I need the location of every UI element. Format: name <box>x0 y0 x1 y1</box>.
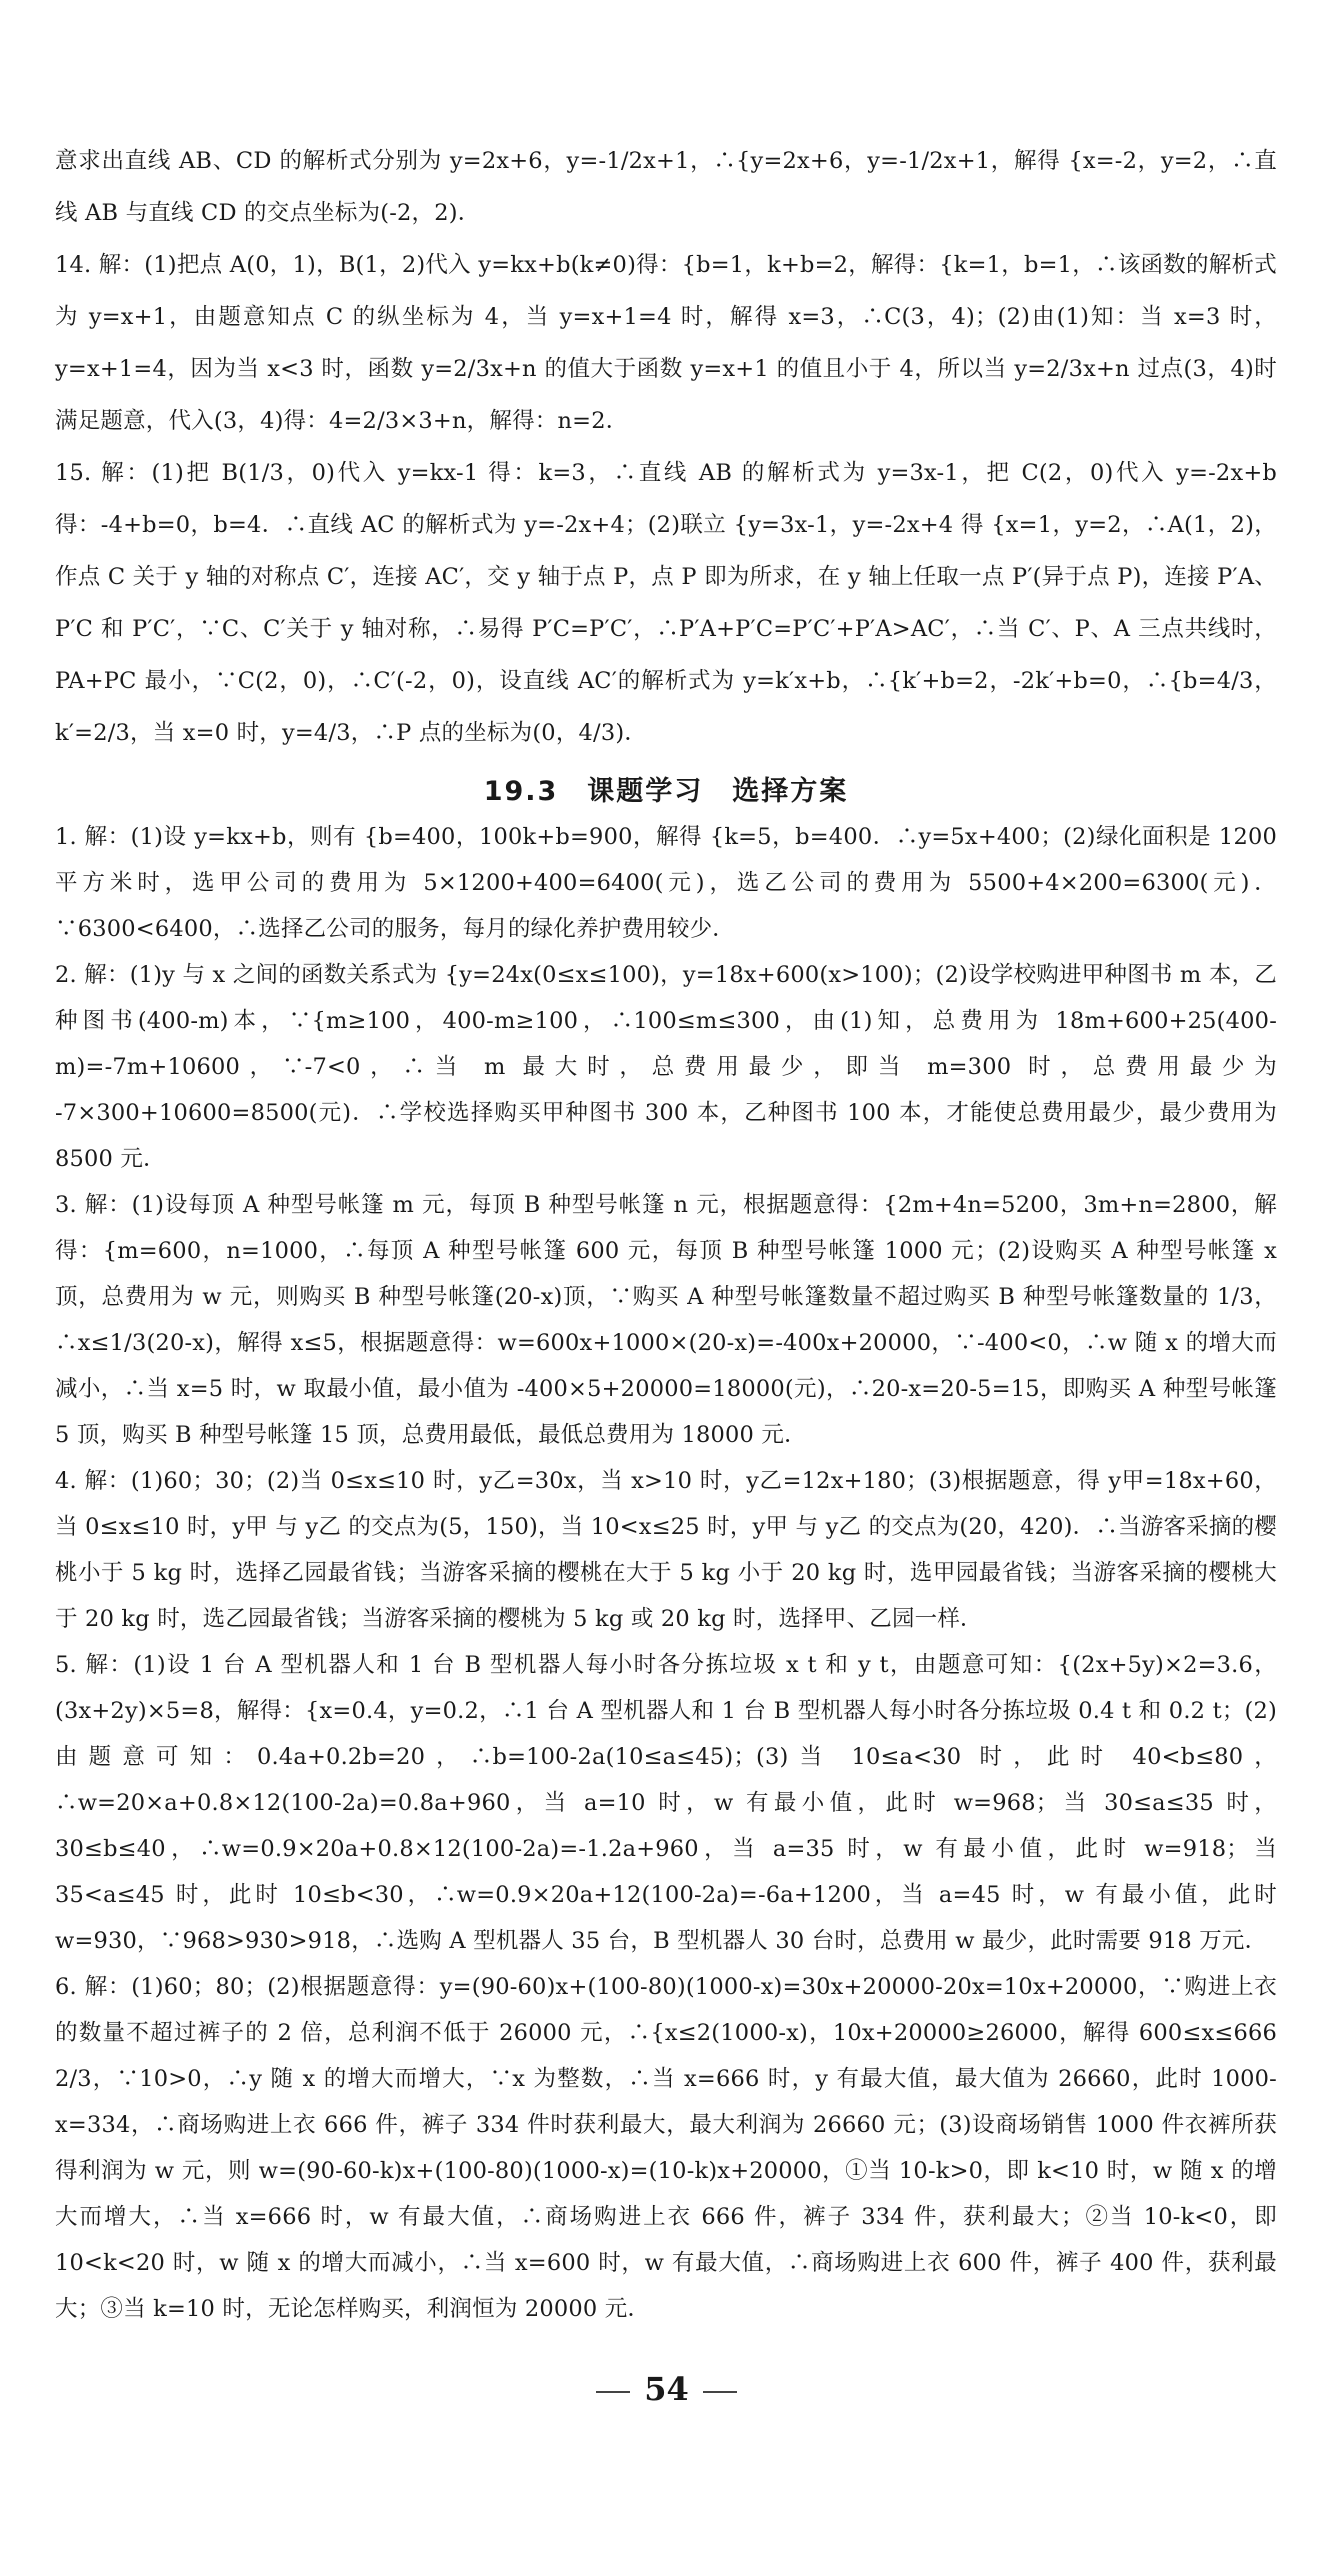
footer-left-dash <box>596 2391 630 2393</box>
solution-paragraph: 6. 解：(1)60；80；(2)根据题意得：y=(90-60)x+(100-80)(1000-x)=30x+20000-20x=10x+20000，∵购进上衣的数量不超过裤子的 2 倍，总利润不低于 26000 元，∴{x≤2(1000-x)，10x+20000≥26000，解得 600≤x≤666 2/3，∵10>0，∴y 随 x 的增大而增大，∵x 为整数，∴当 x=666 时，y 有最大值，最大值为 26660，此时 1000-x=334，∴商场购进上衣 666 件，裤子 334 件时获利最大，最大利润为 26660 元；(3)设商场销售 1000 件衣裤所获得利润为 w 元，则 w=(90-60-k)x+(100-80)(1000-x)=(10-k)x+20000，①当 10-k>0，即 k<10 时，w 随 x 的增大而增大，∴当 x=666 时，w 有最大值，∴商场购进上衣 666 件，裤子 334 件，获利最大；②当 10-k<0，即 10<k<20 时，w 随 x 的增大而减小，∴当 x=600 时，w 有最大值，∴商场购进上衣 600 件，裤子 400 件，获利最大；③当 k=10 时，无论怎样购买，利润恒为 20000 元． <box>55 1974 1277 2322</box>
solution-paragraph: 1. 解：(1)设 y=kx+b，则有 {b=400，100k+b=900，解得 {k=5，b=400．∴y=5x+400；(2)绿化面积是 1200 平方米时，选甲公司的费用为 5×1200+400=6400(元)，选乙公司的费用为 5500+4×200=6300(元)．∵6300<6400，∴选择乙公司的服务，每月的绿化养护费用较少． <box>55 824 1277 942</box>
solution-paragraph: 5. 解：(1)设 1 台 A 型机器人和 1 台 B 型机器人每小时各分拣垃圾 x t 和 y t，由题意可知：{(2x+5y)×2=3.6，(3x+2y)×5=8，解得：{x=0.4，y=0.2，∴1 台 A 型机器人和 1 台 B 型机器人每小时各分拣垃圾 0.4 t 和 0.2 t；(2)由题意可知：0.4a+0.2b=20，∴b=100-2a(10≤a≤45)；(3)当 10≤a<30 时，此时 40<b≤80，∴w=20×a+0.8×12(100-2a)=0.8a+960，当 a=10 时，w 有最小值，此时 w=968；当 30≤a≤35 时，30≤b≤40，∴w=0.9×20a+0.8×12(100-2a)=-1.2a+960，当 a=35 时，w 有最小值，此时 w=918；当 35<a≤45 时，此时 10≤b<30，∴w=0.9×20a+12(100-2a)=-6a+1200，当 a=45 时，w 有最小值，此时 w=930，∵968>930>918，∴选购 A 型机器人 35 台，B 型机器人 30 台时，总费用 w 最少，此时需要 918 万元． <box>55 1652 1277 1954</box>
answer-page <box>55 135 1277 2332</box>
solution-paragraph: 14. 解：(1)把点 A(0，1)，B(1，2)代入 y=kx+b(k≠0)得：{b=1，k+b=2，解得：{k=1，b=1，∴该函数的解析式为 y=x+1，由题意知点 C 的纵坐标为 4，当 y=x+1=4 时，解得 x=3，∴C(3，4)；(2)由(1)知：当 x=3 时，y=x+1=4，因为当 x<3 时，函数 y=2/3x+n 的值大于函数 y=x+1 的值且小于 4，所以当 y=2/3x+n 过点(3，4)时满足题意，代入(3，4)得：4=2/3×3+n，解得：n=2． <box>55 252 1277 434</box>
solution-paragraph: 意求出直线 AB、CD 的解析式分别为 y=2x+6，y=-1/2x+1，∴{y=2x+6，y=-1/2x+1，解得 {x=-2，y=2，∴直线 AB 与直线 CD 的交点坐标为(-2，2)． <box>55 148 1277 226</box>
solution-paragraph: 2. 解：(1)y 与 x 之间的函数关系式为 {y=24x(0≤x≤100)，y=18x+600(x>100)；(2)设学校购进甲种图书 m 本，乙种图书(400-m)本，∵{m≥100，400-m≥100，∴100≤m≤300，由(1)知，总费用为 18m+600+25(400-m)=-7m+10600，∵-7<0，∴当 m 最大时，总费用最少，即当 m=300 时，总费用最少为 -7×300+10600=8500(元)．∴学校选择购买甲种图书 300 本，乙种图书 100 本，才能使总费用最少，最少费用为 8500 元． <box>55 962 1277 1172</box>
solution-paragraph: 3. 解：(1)设每顶 A 种型号帐篷 m 元，每顶 B 种型号帐篷 n 元，根据题意得：{2m+4n=5200，3m+n=2800，解得：{m=600，n=1000，∴每顶 A 种型号帐篷 600 元，每顶 B 种型号帐篷 1000 元；(2)设购买 A 种型号帐篷 x 顶，总费用为 w 元，则购买 B 种型号帐篷(20-x)顶，∵购买 A 种型号帐篷数量不超过购买 B 种型号帐篷数量的 1/3，∴x≤1/3(20-x)，解得 x≤5，根据题意得：w=600x+1000×(20-x)=-400x+20000，∵-400<0，∴w 随 x 的增大而减小，∴当 x=5 时，w 取最小值，最小值为 -400×5+20000=18000(元)，∴20-x=20-5=15，即购买 A 种型号帐篷 5 顶，购买 B 种型号帐篷 15 顶，总费用最低，最低总费用为 18000 元． <box>55 1192 1277 1448</box>
page-number: 54 <box>644 2370 689 2408</box>
solution-paragraph: 15. 解：(1)把 B(1/3，0)代入 y=kx-1 得：k=3，∴直线 AB 的解析式为 y=3x-1，把 C(2，0)代入 y=-2x+b 得：-4+b=0，b=4．∴直线 AC 的解析式为 y=-2x+4；(2)联立 {y=3x-1，y=-2x+4 得 {x=1，y=2，∴A(1，2)，作点 C 关于 y 轴的对称点 C′，连接 AC′，交 y 轴于点 P，点 P 即为所求，在 y 轴上任取一点 P′(异于点 P)，连接 P′A、P′C 和 P′C′，∵C、C′关于 y 轴对称，∴易得 P′C=P′C′，∴P′A+P′C=P′C′+P′A>AC′，∴当 C′、P、A 三点共线时，PA+PC 最小，∵C(2，0)，∴C′(-2，0)，设直线 AC′的解析式为 y=k′x+b，∴{k′+b=2，-2k′+b=0，∴{b=4/3，k′=2/3，当 x=0 时，y=4/3，∴P 点的坐标为(0，4/3)． <box>55 460 1277 746</box>
footer-right-dash <box>703 2391 737 2393</box>
section-heading: 19.3 课题学习 选择方案 <box>483 776 849 807</box>
page-number-footer <box>0 2370 1333 2408</box>
solution-paragraph: 4. 解：(1)60；30；(2)当 0≤x≤10 时，y乙=30x，当 x>10 时，y乙=12x+180；(3)根据题意，得 y甲=18x+60，当 0≤x≤10 时，y甲 与 y乙 的交点为(5，150)，当 10<x≤25 时，y甲 与 y乙 的交点为(20，420)．∴当游客采摘的樱桃小于 5 kg 时，选择乙园最省钱；当游客采摘的樱桃在大于 5 kg 小于 20 kg 时，选甲园最省钱；当游客采摘的樱桃大于 20 kg 时，选乙园最省钱；当游客采摘的樱桃为 5 kg 或 20 kg 时，选择甲、乙园一样． <box>55 1468 1277 1632</box>
